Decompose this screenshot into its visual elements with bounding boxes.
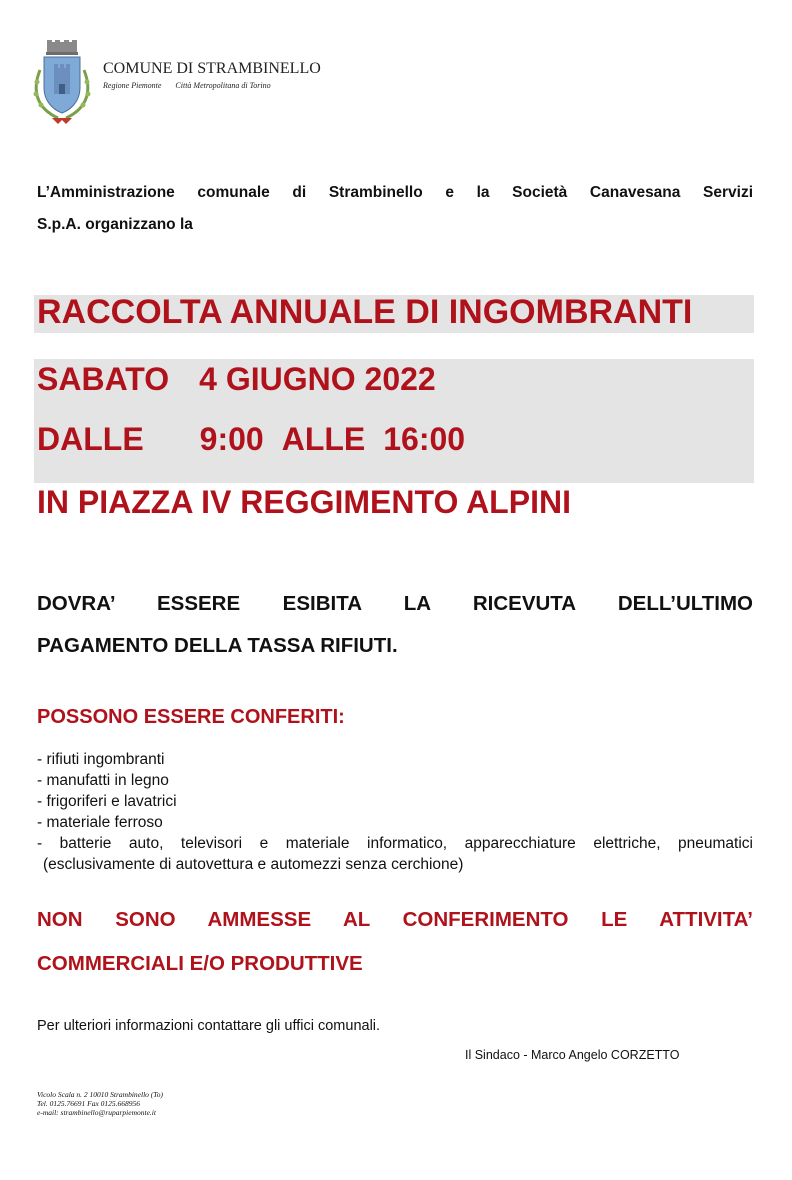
municipal-crest-icon <box>30 40 94 128</box>
event-time <box>37 421 465 458</box>
list-item-line-1: - batterie auto, televisori e materiale informatico, apparecchiature elettriche, pneumatici <box>37 835 753 852</box>
list-item: - rifiuti ingombranti <box>37 751 165 768</box>
warning-line-2: COMMERCIALI E/O PRODUTTIVE <box>37 952 363 975</box>
municipality-subtitle <box>103 81 285 90</box>
contact-footer <box>37 1090 163 1117</box>
event-place: IN PIAZZA IV REGGIMENTO ALPINI <box>37 484 571 520</box>
event-date <box>37 361 436 398</box>
info-text: Per ulteriori informazioni contattare gli uffici comunali. <box>37 1018 381 1034</box>
to-label: ALLE <box>281 421 366 457</box>
warning-line-1: NON SONO AMMESSE AL CONFERIMENTO LE ATTIVITA’ <box>37 908 753 931</box>
list-item: - frigoriferi e lavatrici <box>37 793 177 810</box>
list-item <box>37 833 753 875</box>
exclusion-warning <box>37 898 753 986</box>
start-time: 9:00 <box>199 421 264 457</box>
notice-line-2: PAGAMENTO DELLA TASSA RIFIUTI. <box>37 634 398 657</box>
mayor-signature: Il Sindaco - Marco Angelo CORZETTO <box>465 1048 680 1062</box>
intro-paragraph <box>37 177 753 241</box>
region-label: Regione Piemonte <box>103 81 162 90</box>
event-title: RACCOLTA ANNUALE DI INGOMBRANTI <box>37 293 693 331</box>
event-day-label: SABATO <box>37 361 170 397</box>
intro-line-1: L’Amministrazione comunale di Strambinello e la Società Canavesana Servizi <box>37 184 753 201</box>
municipality-name: COMUNE DI STRAMBINELLO <box>103 60 321 77</box>
footer-email: e-mail: strambinello@ruparpiemonte.it <box>37 1108 156 1117</box>
list-item-line-2: (esclusivamente di autovettura e automezzi senza cerchione) <box>43 856 464 873</box>
accepted-heading: POSSONO ESSERE CONFERITI: <box>37 706 345 728</box>
from-label: DALLE <box>37 421 144 457</box>
accepted-items-list <box>37 749 753 875</box>
notice-line-1: DOVRA’ ESSERE ESIBITA LA RICEVUTA DELL’ULTIMO <box>37 592 753 615</box>
list-item: - materiale ferroso <box>37 814 163 831</box>
metro-city-label: Città Metropolitana di Torino <box>175 81 271 90</box>
intro-line-2: S.p.A. organizzano la <box>37 216 193 233</box>
footer-phone: Tel. 0125.76691 Fax 0125.668956 <box>37 1099 141 1108</box>
receipt-notice <box>37 583 753 667</box>
end-time: 16:00 <box>383 421 466 457</box>
footer-address: Vicolo Scala n. 2 10010 Strambinello (To) <box>37 1090 164 1099</box>
event-date-value: 4 GIUGNO 2022 <box>199 361 436 397</box>
list-item: - manufatti in legno <box>37 772 169 789</box>
